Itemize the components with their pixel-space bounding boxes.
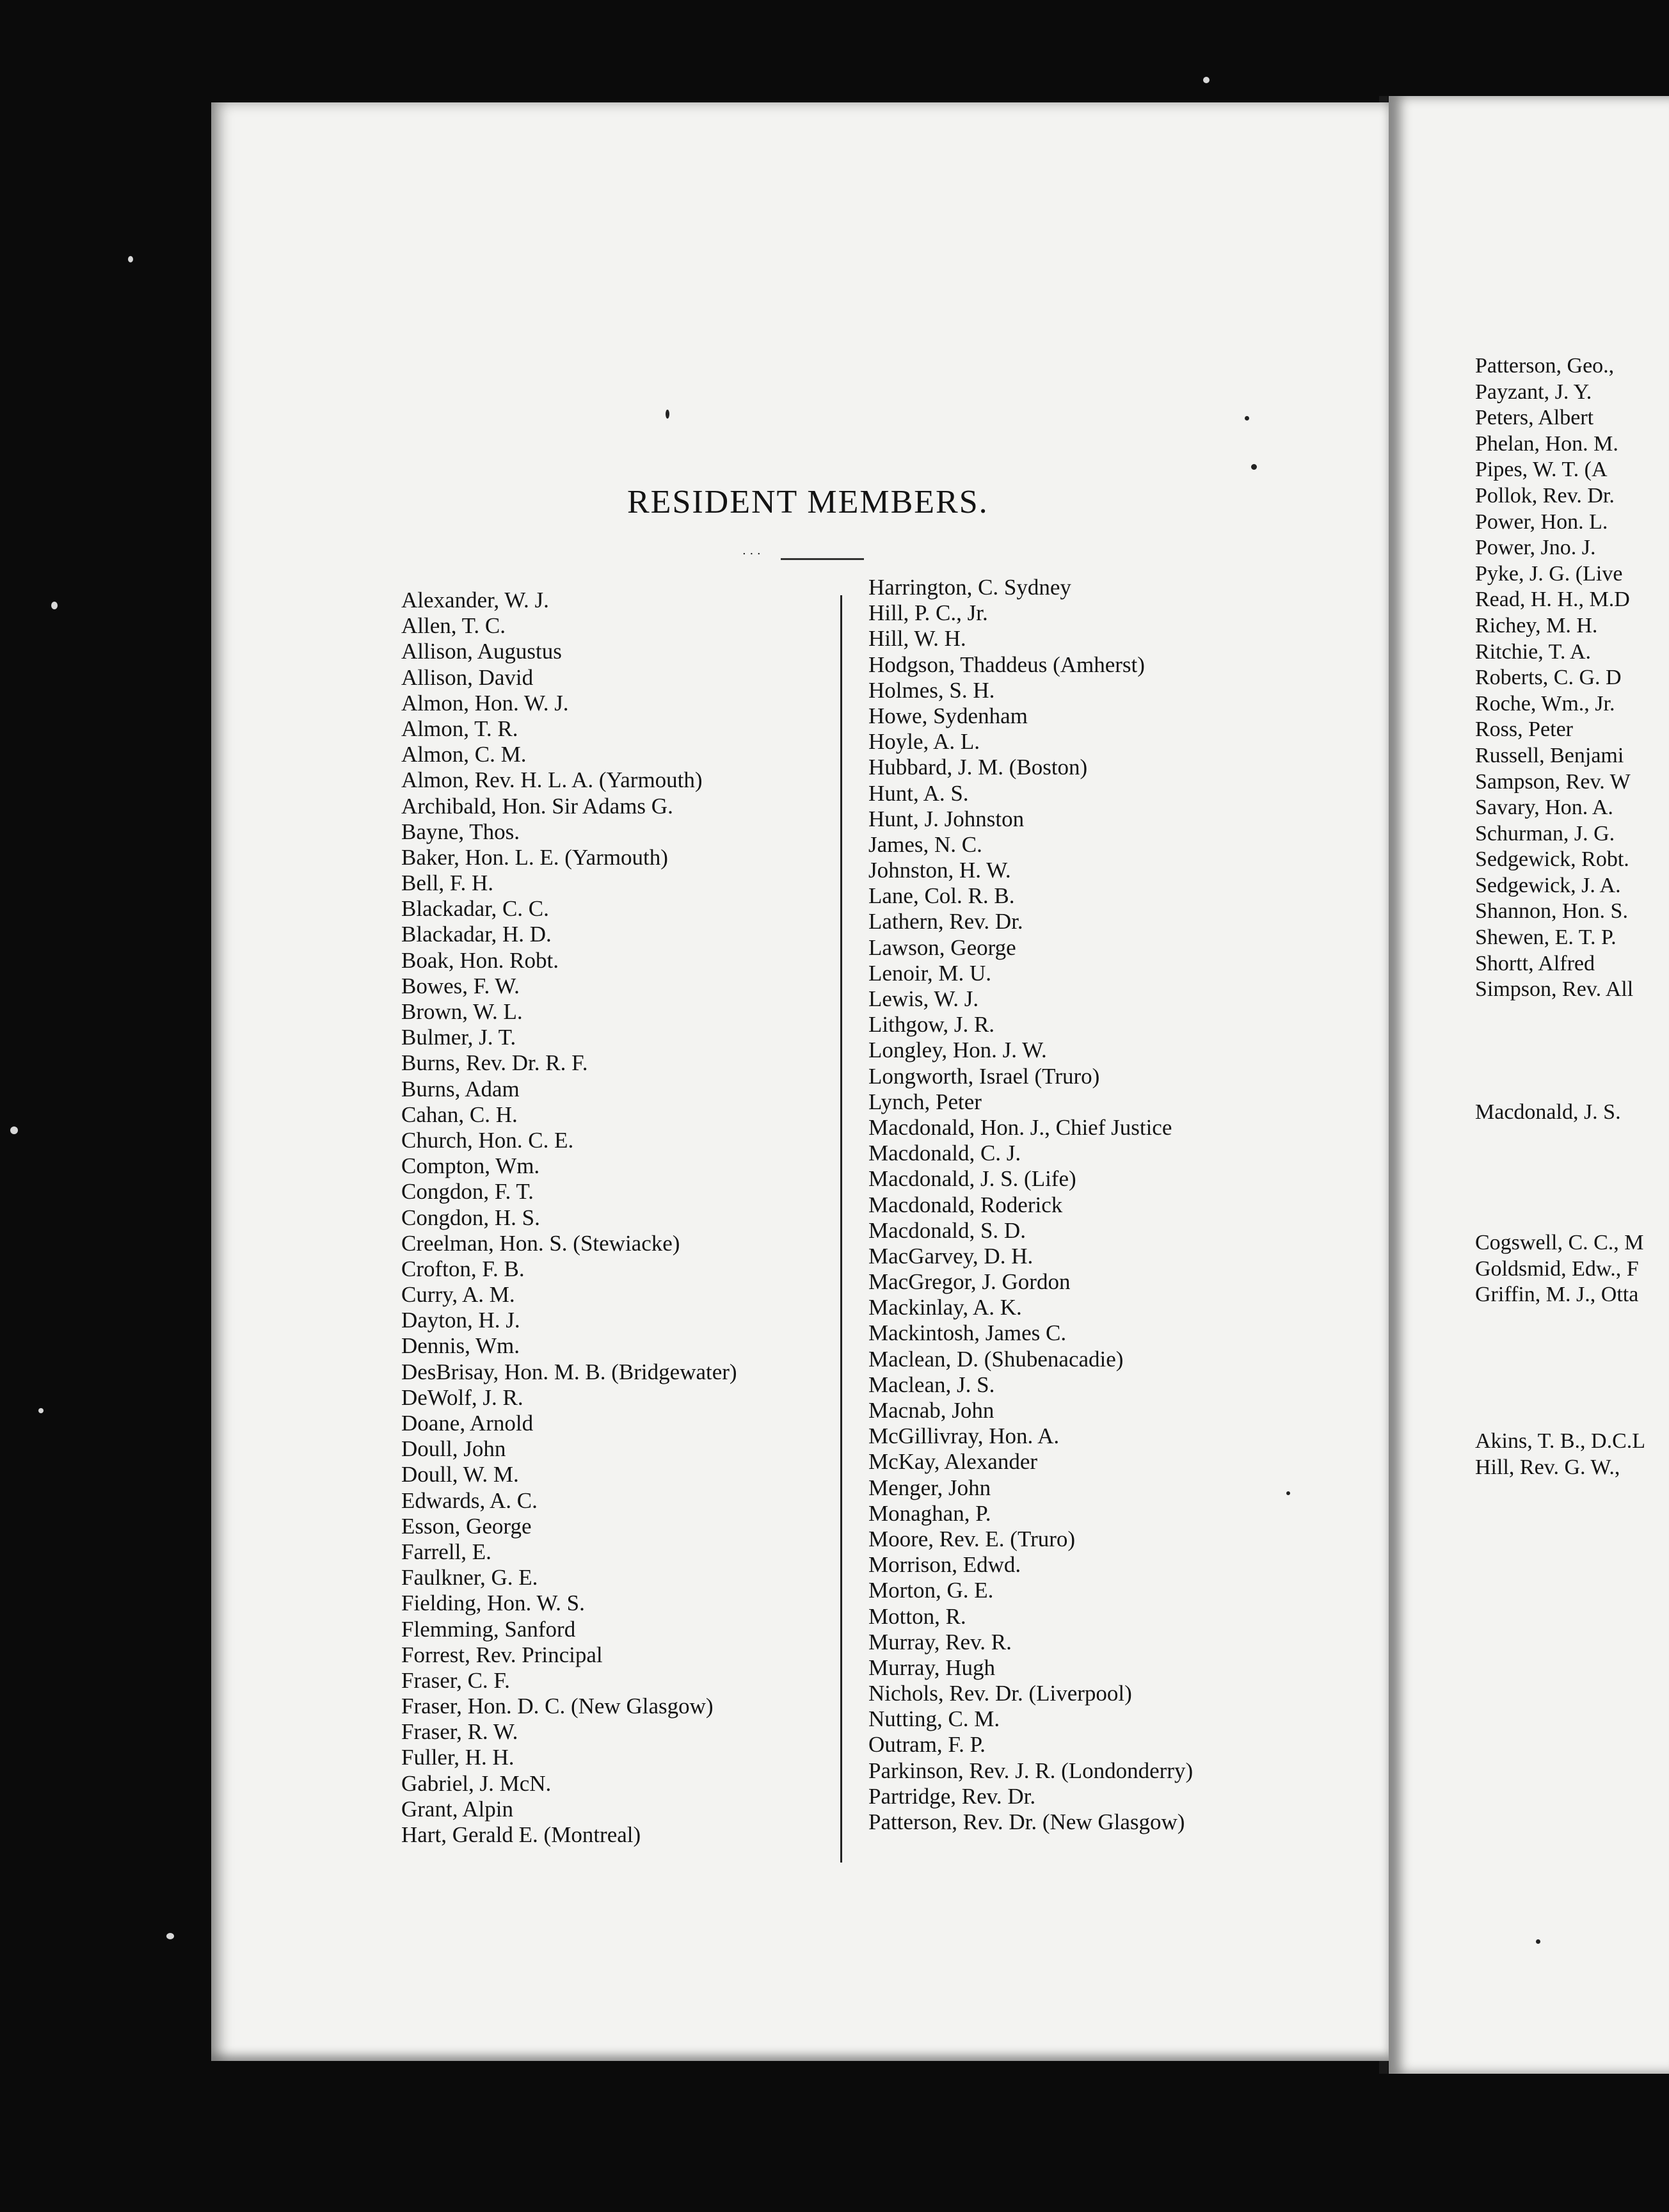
- member-entry: Macdonald, Roderick: [868, 1192, 1063, 1217]
- member-entry: Fielding, Hon. W. S.: [401, 1591, 585, 1616]
- column-divider: [840, 595, 842, 1863]
- member-entry: Bayne, Thos.: [401, 819, 520, 844]
- member-entry: Peters, Albert: [1475, 406, 1594, 430]
- member-entry: Moore, Rev. E. (Truro): [868, 1526, 1076, 1551]
- scan-dust: [1245, 416, 1249, 421]
- member-entry: Outram, F. P.: [868, 1732, 986, 1758]
- member-entry: Macnab, John: [868, 1398, 994, 1423]
- member-entry: Howe, Sydenham: [868, 703, 1028, 728]
- member-entry: Read, H. H., M.D: [1475, 588, 1630, 612]
- member-entry: DeWolf, J. R.: [401, 1384, 523, 1410]
- scan-dust: [1251, 464, 1257, 470]
- member-entry: Payzant, J. Y.: [1475, 380, 1592, 404]
- scan-dust: [1286, 1491, 1290, 1495]
- member-entry: Pollok, Rev. Dr.: [1475, 483, 1615, 508]
- member-list-middle: [868, 575, 1193, 1835]
- member-entry: DesBrisay, Hon. M. B. (Bridgewater): [401, 1359, 737, 1384]
- member-list-left: [401, 588, 737, 1848]
- member-entry: Menger, John: [868, 1475, 991, 1500]
- member-entry: Fraser, C. F.: [401, 1667, 510, 1693]
- member-entry: Creelman, Hon. S. (Stewiacke): [401, 1230, 680, 1256]
- member-entry: Blackadar, H. D.: [401, 922, 552, 947]
- member-entry: Lenoir, M. U.: [868, 960, 992, 986]
- member-entry: Lynch, Peter: [868, 1089, 982, 1114]
- page-title: RESIDENT MEMBERS.: [627, 484, 989, 520]
- member-entry: Lathern, Rev. Dr.: [868, 909, 1023, 934]
- member-entry: Macdonald, Hon. J., Chief Justice: [868, 1114, 1172, 1140]
- member-entry: Partridge, Rev. Dr.: [868, 1783, 1036, 1809]
- member-entry: Holmes, S. H.: [868, 677, 995, 703]
- life-members-list: [1475, 1100, 1669, 1126]
- member-entry: Lewis, W. J.: [868, 986, 979, 1011]
- member-entry: Bulmer, J. T.: [401, 1025, 516, 1050]
- title-ornament: [742, 557, 864, 561]
- member-entry: Shannon, Hon. S.: [1475, 899, 1628, 924]
- member-entry: Hill, Rev. G. W.,: [1475, 1455, 1620, 1479]
- member-entry: Forrest, Rev. Principal: [401, 1642, 603, 1667]
- member-entry: Murray, Rev. R.: [868, 1629, 1012, 1655]
- member-entry: Hart, Gerald E. (Montreal): [401, 1822, 641, 1847]
- member-entry: Morton, G. E.: [868, 1578, 994, 1603]
- member-entry: Power, Jno. J.: [1475, 536, 1596, 560]
- member-entry: Boak, Hon. Robt.: [401, 947, 559, 973]
- member-entry: Almon, C. M.: [401, 742, 527, 767]
- member-entry: Allison, Augustus: [401, 639, 562, 664]
- member-entry: Baker, Hon. L. E. (Yarmouth): [401, 844, 668, 870]
- member-entry: Simpson, Rev. All: [1475, 977, 1634, 1002]
- member-entry: Phelan, Hon. M.: [1475, 431, 1618, 456]
- member-entry: Pipes, W. T. (A: [1475, 458, 1608, 482]
- member-entry: McGillivray, Hon. A.: [868, 1423, 1060, 1449]
- member-entry: Hoyle, A. L.: [868, 729, 980, 755]
- member-entry: Hill, P. C., Jr.: [868, 600, 988, 626]
- member-entry: Esson, George: [401, 1513, 532, 1539]
- member-entry: Nutting, C. M.: [868, 1706, 1000, 1732]
- member-entry: Allison, David: [401, 664, 534, 690]
- member-entry: Akins, T. B., D.C.L: [1475, 1429, 1646, 1453]
- member-entry: Roberts, C. G. D: [1475, 666, 1622, 690]
- member-entry: MacGregor, J. Gordon: [868, 1269, 1071, 1295]
- scan-speck: [128, 256, 133, 262]
- member-entry: Hubbard, J. M. (Boston): [868, 755, 1088, 780]
- member-entry: Longworth, Israel (Truro): [868, 1063, 1100, 1089]
- member-entry: Maclean, J. S.: [868, 1372, 995, 1397]
- corresponding-members-list: [1475, 1230, 1669, 1308]
- scan-speck: [51, 602, 58, 609]
- member-entry: Russell, Benjami: [1475, 743, 1624, 767]
- member-entry: Blackadar, C. C.: [401, 896, 549, 922]
- member-entry: Gabriel, J. McN.: [401, 1770, 552, 1796]
- member-entry: Sampson, Rev. W: [1475, 769, 1631, 794]
- member-entry: Morrison, Edwd.: [868, 1552, 1021, 1578]
- member-entry: James, N. C.: [868, 831, 982, 857]
- member-entry: Bell, F. H.: [401, 870, 494, 896]
- member-list-right-continued: [1475, 353, 1669, 1003]
- member-entry: Shortt, Alfred: [1475, 951, 1595, 975]
- member-entry: Mackinlay, A. K.: [868, 1295, 1022, 1320]
- member-entry: Fraser, R. W.: [401, 1719, 518, 1745]
- member-entry: Dayton, H. J.: [401, 1308, 520, 1333]
- member-entry: Brown, W. L.: [401, 999, 523, 1024]
- member-entry: Grant, Alpin: [401, 1796, 513, 1822]
- scan-speck: [38, 1408, 44, 1413]
- member-entry: Hill, W. H.: [868, 626, 966, 652]
- member-entry: Macdonald, S. D.: [868, 1217, 1026, 1243]
- member-entry: Flemming, Sanford: [401, 1616, 576, 1642]
- member-entry: MacGarvey, D. H.: [868, 1243, 1034, 1269]
- member-entry: Doane, Arnold: [401, 1411, 534, 1436]
- member-entry: McKay, Alexander: [868, 1449, 1038, 1475]
- member-entry: Farrell, E.: [401, 1539, 491, 1564]
- member-entry: Compton, Wm.: [401, 1153, 540, 1179]
- member-entry: Almon, T. R.: [401, 716, 518, 741]
- member-entry: Ross, Peter: [1475, 717, 1573, 742]
- member-entry: Faulkner, G. E.: [401, 1565, 538, 1591]
- member-entry: Pyke, J. G. (Live: [1475, 561, 1623, 586]
- member-entry: Burns, Adam: [401, 1076, 520, 1102]
- scan-dust: [666, 410, 669, 419]
- member-entry: Savary, Hon. A.: [1475, 796, 1613, 820]
- member-entry: Lithgow, J. R.: [868, 1012, 995, 1038]
- member-entry: Macdonald, J. S. (Life): [868, 1166, 1076, 1192]
- member-entry: Roche, Wm., Jr.: [1475, 691, 1615, 716]
- member-entry: Edwards, A. C.: [401, 1487, 538, 1513]
- member-entry: Archibald, Hon. Sir Adams G.: [401, 793, 673, 819]
- member-entry: Lawson, George: [868, 934, 1016, 960]
- member-entry: Hunt, J. Johnston: [868, 806, 1025, 831]
- member-entry: Power, Hon. L.: [1475, 509, 1608, 534]
- member-entry: Cahan, C. H.: [401, 1102, 518, 1127]
- member-entry: Maclean, D. (Shubenacadie): [868, 1346, 1124, 1372]
- member-entry: Lane, Col. R. B.: [868, 883, 1015, 909]
- member-entry: Fraser, Hon. D. C. (New Glasgow): [401, 1694, 714, 1719]
- member-entry: Parkinson, Rev. J. R. (Londonderry): [868, 1758, 1194, 1783]
- member-entry: Goldsmid, Edw., F: [1475, 1256, 1639, 1281]
- member-entry: Motton, R.: [868, 1603, 966, 1629]
- member-entry: Ritchie, T. A.: [1475, 639, 1592, 664]
- member-entry: Fuller, H. H.: [401, 1745, 515, 1770]
- member-entry: Macdonald, C. J.: [868, 1141, 1021, 1166]
- member-entry: Richey, M. H.: [1475, 613, 1598, 637]
- member-entry: Mackintosh, James C.: [868, 1320, 1067, 1346]
- member-entry: Patterson, Rev. Dr. (New Glasgow): [868, 1809, 1185, 1834]
- member-entry: Longley, Hon. J. W.: [868, 1038, 1047, 1063]
- honorary-members-list: [1475, 1429, 1669, 1480]
- scan-dust: [1536, 1939, 1540, 1944]
- member-entry: Allen, T. C.: [401, 613, 506, 639]
- member-entry: Doull, John: [401, 1436, 506, 1462]
- member-entry: Crofton, F. B.: [401, 1256, 525, 1281]
- member-entry: Hodgson, Thaddeus (Amherst): [868, 652, 1145, 677]
- member-entry: Nichols, Rev. Dr. (Liverpool): [868, 1681, 1132, 1706]
- member-entry: Church, Hon. C. E.: [401, 1127, 574, 1153]
- member-entry: Dennis, Wm.: [401, 1333, 520, 1359]
- scan-speck: [10, 1126, 18, 1134]
- member-entry: Shewen, E. T. P.: [1475, 926, 1617, 950]
- member-entry: Almon, Hon. W. J.: [401, 690, 569, 716]
- member-entry: Monaghan, P.: [868, 1500, 991, 1526]
- member-entry: Almon, Rev. H. L. A. (Yarmouth): [401, 767, 703, 793]
- member-entry: Congdon, F. T.: [401, 1179, 534, 1205]
- member-entry: Schurman, J. G.: [1475, 821, 1615, 846]
- member-entry: Patterson, Geo.,: [1475, 354, 1615, 378]
- member-entry: Cogswell, C. C., M: [1475, 1231, 1644, 1254]
- member-entry: Curry, A. M.: [401, 1282, 515, 1308]
- left-page: [211, 102, 1389, 2061]
- member-entry: Alexander, W. J.: [401, 588, 549, 613]
- scan-speck: [166, 1933, 174, 1939]
- member-entry: Johnston, H. W.: [868, 858, 1011, 883]
- scan-speck: [1203, 77, 1210, 83]
- member-entry: Harrington, C. Sydney: [868, 575, 1071, 600]
- member-entry: Bowes, F. W.: [401, 973, 520, 998]
- member-entry: Murray, Hugh: [868, 1655, 995, 1680]
- member-entry: Doull, W. M.: [401, 1462, 519, 1487]
- member-entry: Congdon, H. S.: [401, 1205, 540, 1230]
- member-entry: Griffin, M. J., Otta: [1475, 1283, 1639, 1307]
- member-entry: Hunt, A. S.: [868, 780, 969, 806]
- member-entry: Sedgewick, Robt.: [1475, 847, 1629, 872]
- member-entry: Macdonald, J. S.: [1475, 1100, 1621, 1124]
- member-entry: Burns, Rev. Dr. R. F.: [401, 1050, 588, 1076]
- member-entry: Sedgewick, J. A.: [1475, 873, 1621, 897]
